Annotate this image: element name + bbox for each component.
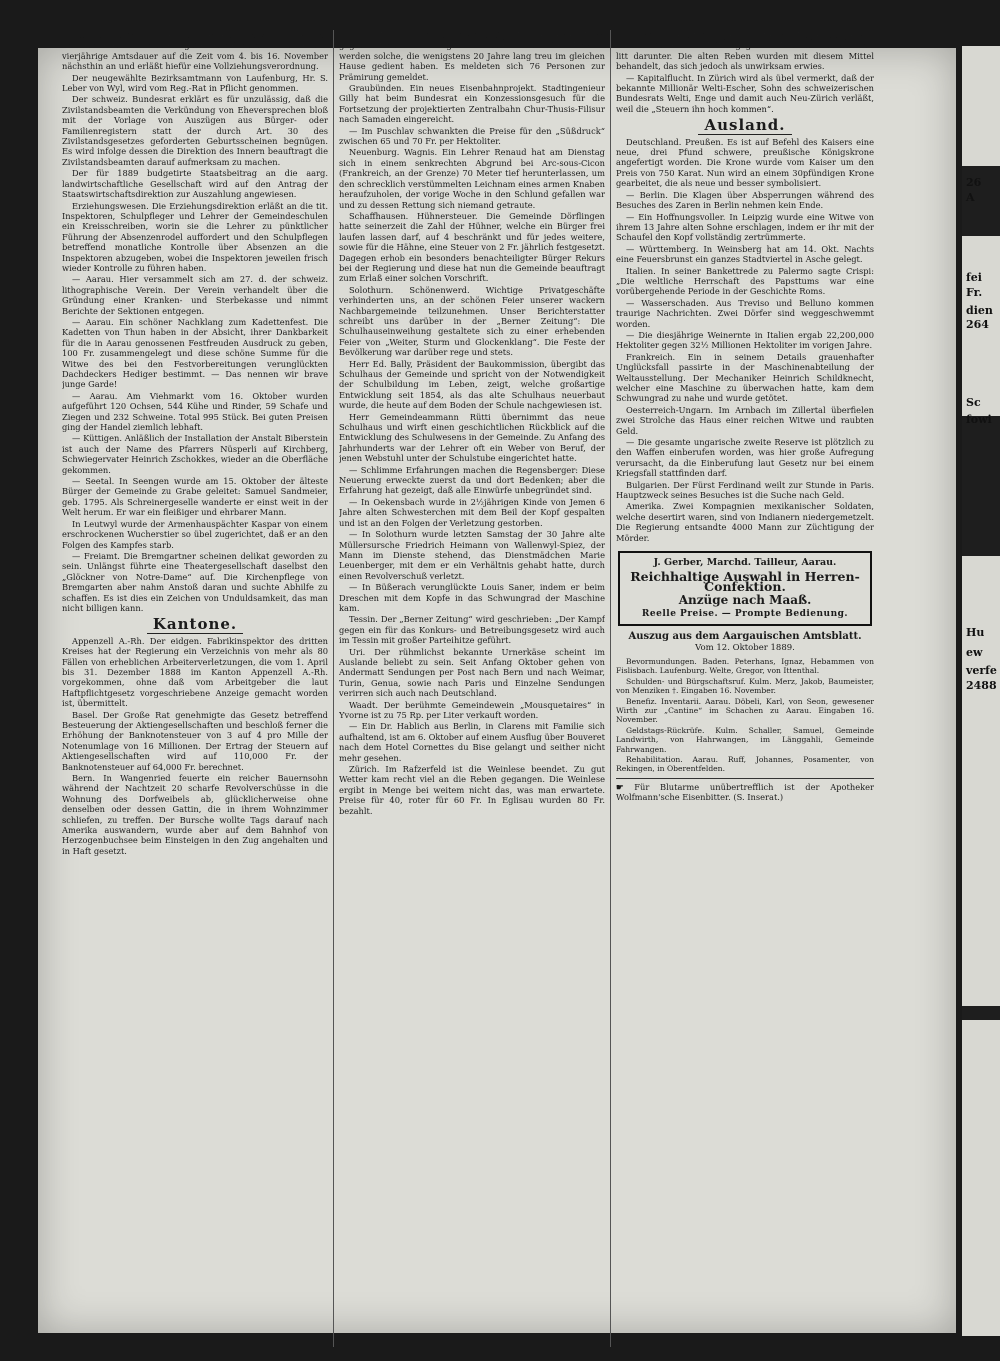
adjacent-page-fragment: fei bbox=[966, 271, 982, 284]
column-rule bbox=[610, 30, 611, 1347]
article-paragraph: Neuenburg. Wagnis. Ein Lehrer Renaud hat am Dienstag sich in einem senkrechten Abgrund bei Arc-sous-Cicon (Frankreich, an der Grenze) 70 Meter tief herunterlassen, um den schrecklich verstümmelten Leichnam eines armen Knaben heraufzuholen, der vorige Woche in den Schlund gefallen war und zu dessen Rettung sich niemand getraute. bbox=[339, 147, 605, 210]
article-paragraph: Herr Ed. Bally, Präsident der Baukommission, übergibt das Schulhaus der Gemeinde und spricht von der Notwendigkeit der Schulbildung im Leben, zeigt, welche großartige Entwicklung seit 1854, als das alte Schulhaus neuerbaut wurde, die heute auf dem Boden der Schule nachgewiesen ist. bbox=[339, 358, 605, 411]
article-paragraph: Waadt. Der berühmte Gemeindewein „Mousquetaires“ in Yvorne ist zu 75 Rp. per Liter verkauft worden. bbox=[339, 699, 605, 720]
bulletin-item: Rehabilitation. Aarau. Ruff, Johannes, Posamenter, von Rekingen, in Oberentfelden. bbox=[616, 755, 874, 774]
foreign-news-paragraph: — Württemberg. In Weinsberg hat am 14. Okt. Nachts eine Feuersbrunst ein ganzes Stadtviertel in Asche gelegt. bbox=[616, 243, 874, 265]
article-paragraph: In Leutwyl wurde der Armenhauspächter Kaspar von einem erschrockenen Wucherstier so übel zugerichtet, daß er an den Folgen des Kampfes starb. bbox=[62, 518, 328, 550]
adjacent-page-fragment: Sc bbox=[966, 396, 981, 409]
article-paragraph: — In Solothurn wurde letzten Samstag der 30 Jahre alte Müllersursche Friedrich Heimann von Wallenwyl-Spiez, der Mann im Dienste stehend, das Dienstmädchen Marie Leuenberger, mit dem er ein Verhältnis gehabt hatte, durch einen Revolverschuß verletzt. bbox=[339, 529, 605, 581]
article-paragraph: — In Büßerach verunglückte Louis Saner, indem er beim Dreschen mit dem Kopfe in das Schwungrad der Maschine kam. bbox=[339, 582, 605, 613]
article-paragraph: — Seetal. In Seengen wurde am 15. Oktober der älteste Bürger der Gemeinde zu Grabe geleitet: Samuel Sandmeier, geb. 1795. Als Schreinergeselle wanderte er einst weit in der Welt herum. Er war ein fleißiger und ehrbarer Mann. bbox=[62, 476, 328, 518]
bulletin-date: Vom 12. Oktober 1889. bbox=[695, 642, 795, 653]
pointing-hand-icon: ☛ bbox=[616, 781, 624, 792]
foreign-news-paragraph: — Die gesamte ungarische zweite Reserve ist plötzlich zu den Waffen einberufen worden, was hier große Aufregung verursacht, da die Einberufung laut Gesetz nur bei einem Kriegsfall stattfinden darf. bbox=[616, 437, 874, 479]
ad-subheadline: Anzüge nach Maaß. bbox=[678, 593, 812, 608]
footnote-text: Für Blutarme unübertrefflich ist der Apotheker Wolfmann'sche Eisenbitter. (S. Inserat.) bbox=[616, 781, 874, 803]
foreign-news-paragraph: — Berlin. Die Klagen über Absperrungen während des Besuches des Zaren in Berlin nehmen kein Ende. bbox=[616, 189, 874, 211]
bulletin-item: Benefiz. Inventarii. Aarau. Döbeli, Karl, von Seon, gewesener Wirth zur „Cantine“ im Schachen zu Aarau. Eingaben 16. November. bbox=[616, 696, 874, 725]
bulletin-list bbox=[616, 657, 874, 774]
article-paragraph: — Schlimme Erfahrungen machten die Regensberger mit den von Keller'schen Mittel gegen die Reblaus. Der Weinbau litt darunter. Die alten Reben wurden mit diesem Mittel behandelt, das sich jedoch als unwirksam erwies. bbox=[616, 30, 874, 72]
foreign-news-paragraph: Bulgarien. Der Fürst Ferdinand weilt zur Stunde in Paris. Hauptzweck seines Besuches ist die Suche nach Geld. bbox=[616, 479, 874, 501]
adjacent-page-fragment: Fr. bbox=[966, 286, 983, 299]
adjacent-page-fragment: ew bbox=[966, 646, 983, 659]
canton-news-paragraph: Basel. Der Große Rat genehmigte das Gesetz betreffend Besteuerung der Aktiengesellschaften und beschloß ferner die Erhöhung der Banknotensteuer von 3 auf 4 pro Mille der Notenumlage von 16 Millionen. Der Ertrag der Steuern auf Aktiengesellschaften wird auf 110,000 Fr. der Banknotensteuer auf 64,000 Fr. berechnet. bbox=[62, 709, 328, 772]
article-paragraph: Tessin. Der „Berner Zeitung“ wird geschrieben: „Der Kampf gegen ein für das Konkurs- und Betreibungsgesetz wird auch im Tessin mit großer Parteihitze geführt. bbox=[339, 614, 605, 646]
column-2 bbox=[339, 30, 605, 1349]
article-paragraph: — Schlimme Erfahrungen machen die Regensberger: Diese Neuerung erweckte zuerst da und dort Bedenken; aber die Erfahrung hat gezeigt, daß alle Einwürfe unbegründet sind. bbox=[339, 464, 605, 496]
article-paragraph: — Kapitalflucht. In Zürich wird als übel vermerkt, daß der bekannte Millionär Welti-Escher, Sohn des schweizerischen Bundesrats Welti, Enge und damit auch Neu-Zürich verläßt, weil die „Steuern ihn hoch kommen“. bbox=[616, 72, 874, 114]
foreign-news-paragraph: Amerika. Zwei Kompagnien mexikanischer Soldaten, welche desertirt waren, sind von Indianern niedergemetzelt. Die Regierung entsandte 4000 Mann zur Züchtigung der Mörder. bbox=[616, 501, 874, 543]
section-heading-ausland: Ausland. bbox=[616, 120, 874, 130]
bulletin-item: Schulden- und Bürgschaftsruf. Kulm. Merz, Jakob, Baumeister, von Menziken †. Eingaben 16. November. bbox=[616, 676, 874, 696]
article-paragraph: Zürich. Im Rafzerfeld ist die Weinlese beendet. Zu gut Wetter kam recht viel an die Reben gegangen. Die Weinlese ergibt in Menge bei weitem nicht das, was man erwartete. Preise für 40, roter für 60 Fr. In Eglisau wurden 80 Fr. bezahlt. bbox=[339, 764, 605, 816]
article-paragraph: — Aarau. Hier versammelt sich am 27. d. der schweiz. lithographische Verein. Der Verein verhandelt über die Gründung einer Kranken- und Sterbekasse und nimmt Berichte der Sektionen entgegen. bbox=[62, 274, 328, 316]
column-rule bbox=[333, 30, 334, 1347]
bulletin-item: Bevormundungen. Baden. Peterhans, Ignaz, Hebammen von Fislisbach. Laufenburg. Welte, Gregor, von Ittenthal. bbox=[616, 656, 874, 676]
article-paragraph: — Aarau. Ein schöner Nachklang zum Kadettenfest. Die Kadetten von Thun haben in der Absicht, ihrer Dankbarkeit für die in Aarau genossenen Festfreuden Ausdruck zu geben, 100 Fr. zusammengelegt und diese schöne Summe für die Witwe des bei den Festvorbereitungen verunglückten Dachdeckers Hediger bestimmt. — Das nennen wir brave junge Garde! bbox=[62, 316, 328, 390]
bulletin-item: Geldstags-Rückrüfe. Kulm. Schaller, Samuel, Gemeinde Landwirth, von Hahrwangen, im Länggahli, Gemeinde Fahrwangen. bbox=[616, 725, 874, 754]
article-paragraph: Der neugewählte Bezirksamtmann von Laufenburg, Hr. S. Leber von Wyl, wird vom Reg.-Rat in Pflicht genommen. bbox=[62, 72, 328, 94]
foreign-news-paragraph: — Wasserschaden. Aus Treviso und Belluno kommen traurige Nachrichten. Zwei Dörfer sind weggeschwemmt worden. bbox=[616, 297, 874, 329]
article-paragraph: Erziehungswesen. Die Erziehungsdirektion erläßt an die tit. Inspektoren, Schulpfleger und Lehrer der Gemeindeschulen ein Kreisschreiben, worin sie die Lehrer zu pünktlicher Führung der Absenzenrodel auffordert und den Schulpflegen betreffend monatliche Kontrolle über Absenzen an die Inspektoren abzugeben, wobei die Inspektoren jeweilen frisch wieder Kontrolle zu führen haben. bbox=[62, 200, 328, 273]
adjacent-page-fragment: 26 bbox=[966, 176, 982, 189]
article-paragraph: Graubünden. Ein neues Eisenbahnprojekt. Stadtingenieur Gilly hat beim Bundesrat ein Konzessionsgesuch für die Fortsetzung der projektierten Zentralbahn Chur-Thusis-Filisur nach Samaden eingereicht. bbox=[339, 83, 605, 125]
adjacent-page-dark-block bbox=[962, 1006, 1000, 1020]
foreign-news-paragraph: — Die diesjährige Weinernte in Italien ergab 22,200,000 Hektoliter gegen 32½ Millionen Hektoliter im vorigen Jahre. bbox=[616, 329, 874, 351]
article-paragraph: — Küttigen. Anläßlich der Installation der Anstalt Biberstein ist auch der Name des Pfarrers Nüsperli auf Kirchberg, Schwiegervater Heinrich Zschokkes, wieder an die Oberfläche gekommen. bbox=[62, 433, 328, 475]
adjacent-page-dark-block bbox=[962, 416, 1000, 556]
article-paragraph: — In Oekensbach wurde in 2½jährigen Kinde von Jemen 6 Jahre alten Schwesterchen mit dem Beil der Kopf gespalten und ist an den Folgen der Verletzung gestorben. bbox=[339, 496, 605, 528]
ad-merchant: J. Gerber, Marchd. Tailleur, Aarau. bbox=[653, 557, 837, 569]
column-1 bbox=[62, 30, 328, 1349]
footnote bbox=[616, 778, 874, 803]
foreign-news-paragraph: Deutschland. Preußen. Es ist auf Befehl des Kaisers eine neue, drei Pfund schwere, preußische Königskrone angefertigt worden. Die Krone wurde vom Kaiser um den Preis von 750 Karat. Nun wird an einem 30pfündigen Krone gearbeitet, die als neue und besser symbolisiert. bbox=[616, 136, 874, 189]
article-paragraph: Herr Gemeindeammann Rütti übernimmt das neue Schulhaus und wirft einen geschichtlichen Rückblick auf die Entwicklung des Schulwesens in der Gemeinde. Zu Anfang des Jahrhunderts war der Lehrer oft ein Weber von Beruf, der jenen Webstuhl unter der Schulstube eingerichtet hatte. bbox=[339, 411, 605, 464]
article-paragraph: — Freiamt. Die Bremgartner scheinen delikat geworden zu sein. Unlängst führte eine Theatergesellschaft daselbst den „Glöckner von Notre-Dame“ auf. Die Kirchenpflege von Bremgarten aber nahm Anstoß daran und suchte Abhilfe zu schaffen. Es ist dies ein Zeichen von Unduldsamkeit, das man nicht billigen kann. bbox=[62, 550, 328, 613]
foreign-news-paragraph: Italien. In seiner Bankettrede zu Palermo sagte Crispi: „Die weltliche Herrschaft des Papsttums war eine vorübergehende Periode in der Geschichte Roms. bbox=[616, 265, 874, 297]
article-paragraph: Uri. Der rühmlichst bekannte Urnerkäse scheint im Auslande beliebt zu sein. Seit Anfang Oktober gehen von Andermatt Sendungen per Post nach Bern und nach Weimar, Turin, Genua, sowie nach Paris und Einzelne Sendungen verirren sich auch nach Deutschland. bbox=[339, 646, 605, 699]
foreign-news-paragraph: — Ein Hoffnungsvoller. In Leipzig wurde eine Witwe von ihrem 13 Jahre alten Sohne erschlagen, indem er ihr mit der Schaufel den Kopf vollständig zertrümmerte. bbox=[616, 211, 874, 243]
adjacent-page-fragment: fowi bbox=[966, 413, 992, 426]
ad-headline: Reichhaltige Auswahl in Herren-Confektion. bbox=[630, 568, 860, 594]
section-heading-kantone: Kantone. bbox=[62, 619, 328, 629]
adjacent-page-fragment: Hu bbox=[966, 626, 985, 639]
article-paragraph: — Ein Dr. Hablich aus Berlin, in Clarens mit Familie sich aufhaltend, ist am 6. Oktober auf einem Ausflug über Bouveret nach dem Hotel Cornettes du Bise gelangt und seither nicht mehr gesehen. bbox=[339, 721, 605, 763]
foreign-news-paragraph: Oesterreich-Ungarn. Im Arnbach im Zillertal überfielen zwei Strolche das Haus einer reichen Witwe und raubten Geld. bbox=[616, 404, 874, 436]
bulletin-title: Auszug aus dem Aargauischen Amtsblatt. bbox=[628, 631, 862, 643]
adjacent-page-fragment: dien bbox=[966, 304, 993, 317]
article-paragraph: Solothurn. Schönenwerd. Wichtige Privatgeschäfte verhinderten uns, an der schönen Feier unserer wackern Nachbargemeinde teilzunehmen. Unser Berichterstatter schreibt uns darüber in der „Berner Zeitung“: Die Schulhauseinweihung gestaltete sich zu einer erhebenden Feier von „Weiter, Sturm und Glockenklang“. Die Feste der Bevölkerung war darüber rege und stets. bbox=[339, 284, 605, 358]
adjacent-page-edge bbox=[962, 46, 1000, 1336]
foreign-news-paragraph: Frankreich. Ein in seinem Details grauenhafter Unglücksfall passirte in der Maschinenabteilung der Weltausstellung. Der Mechaniker Heinrich Schildknecht, welcher eine Maschine zu überwachen hatte, kam dem Schwungrad zu nahe und wurde getötet. bbox=[616, 351, 874, 404]
article-paragraph: — In Burgdorf haben hochherzige Bürger einen Fond gegründet zur Prämirung alter treuer Dienstboten. Prämirt werden solche, die wenigstens 20 Jahre lang treu im gleichen Hause gedient haben. Es meldeten sich 76 Personen zur Prämirung gemeldet. bbox=[339, 30, 605, 82]
advertisement-box bbox=[618, 551, 872, 626]
article-paragraph: Aus den Verhandlungen des Regierungsrats. Der Reg.-Rat ordnet die Gesamterneuerung der Gemeinderäte für eine neue vierjährige Amtsdauer auf die Zeit vom 4. bis 16. November nächsthin an und erläßt hiefür eine Vollziehungsverordnung. bbox=[62, 30, 328, 72]
adjacent-page-fragment: A bbox=[966, 191, 975, 204]
article-paragraph: Der für 1889 budgetirte Staatsbeitrag an die aarg. landwirtschaftliche Gesellschaft wird auf den Antrag der Staatswirtschaftsdirektion zur Auszahlung angewiesen. bbox=[62, 168, 328, 200]
article-paragraph: — Aarau. Am Viehmarkt vom 16. Oktober wurden aufgeführt 120 Ochsen, 544 Kühe und Rinder, 59 Schafe und Ziegen und 232 Schweine. Total 995 Stück. Bei guten Preisen ging der Handel ziemlich lebhaft. bbox=[62, 390, 328, 433]
adjacent-page-fragment: verfe bbox=[966, 664, 997, 677]
ad-tagline: Reelle Preise. — Prompte Bedienung. bbox=[641, 608, 849, 619]
canton-news-paragraph: Bern. In Wangenried feuerte ein reicher Bauernsohn während der Nachtzeit 20 scharfe Revolverschüsse in die Wohnung des Dorfweibels ab, glücklicherweise ohne denselben oder dessen Gattin, die in ihrem Wohnzimmer schliefen, zu treffen. Der Bursche wollte Tags darauf nach Amerika auswandern, wurde aber auf dem Bahnhof von Herzogenbuchsee beim Einsteigen in den Zug angehalten und in Haft gesetzt. bbox=[62, 773, 328, 856]
adjacent-page-fragment: 2488 bbox=[966, 679, 997, 692]
article-paragraph: Schaffhausen. Hühnersteuer. Die Gemeinde Dörflingen hatte seinerzeit die Zahl der Hühner, welche ein Bürger frei laufen lassen darf, auf 4 beschränkt und für jedes weitere, sowie für die Hähne, eine Steuer von 2 Fr. jährlich festgesetzt. Dagegen erhob ein besonders benachteiligter Bürger Rekurs bei der Regierung und diese hat nun die Gemeinde beauftragt zum Erlaß einer solchen Vorschrift. bbox=[339, 210, 605, 284]
article-paragraph: Der schweiz. Bundesrat erklärt es für unzulässig, daß die Zivilstandsbeamten die Verkündung von Eheversprechen bloß mit der Vorlage von Auszügen aus Bürger- oder Familienregistern statt der durch Art. 30 des Zivilstandsgesetzes geforderten Geburtsscheinen begnügen. Es wird infolge dessen die Direktion des Innern beauftragt die Zivilstandsbeamten darauf aufmerksam zu machen. bbox=[62, 94, 328, 167]
column-3 bbox=[616, 30, 874, 1349]
canton-news-paragraph: Appenzell A.-Rh. Der eidgen. Fabrikinspektor des dritten Kreises hat der Regierung ein Verzeichnis von mehr als 80 Fällen von erheblichen Arbeiterverletzungen, die vom 1. April bis 31. Dezember 1888 im Kanton Appenzell A.-Rh. vorgekommen, ohne daß vom Arbeitgeber die laut Haftpflichtgesetz vorgeschriebene Anzeige gemacht worden ist, übermittelt. bbox=[62, 635, 328, 709]
adjacent-page-fragment: 264 bbox=[966, 318, 989, 331]
article-paragraph: — Im Puschlav schwankten die Preise für den „Süßdruck“ zwischen 65 und 70 Fr. per Hektoliter. bbox=[339, 125, 605, 147]
